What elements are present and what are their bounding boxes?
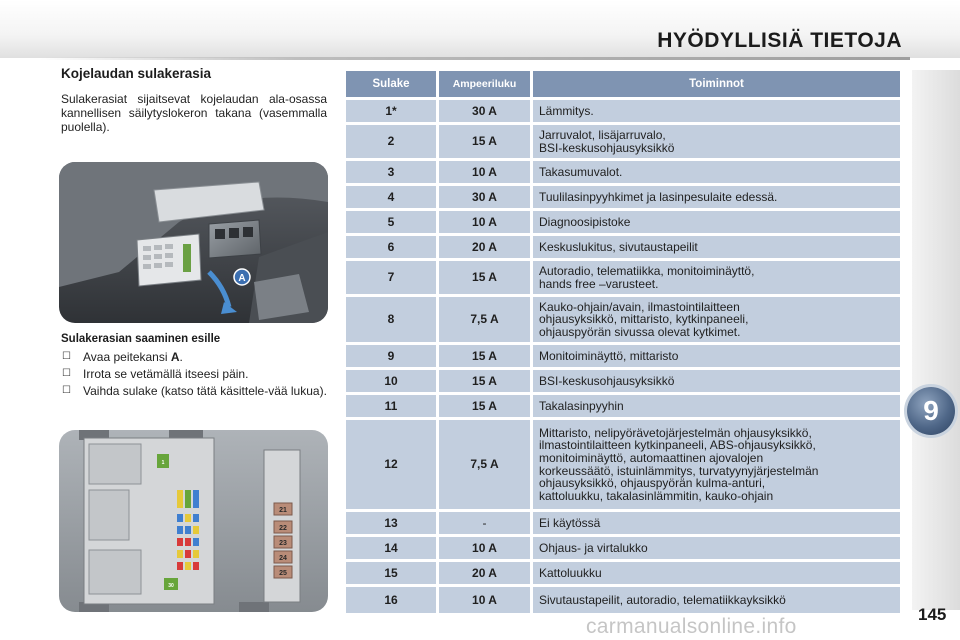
fuse-number-cell: 16 [346, 587, 439, 613]
page-header-title: HYÖDYLLISIÄ TIETOJA [657, 29, 902, 52]
functions-cell: BSI-keskusohjausyksikkö [533, 370, 900, 392]
checkbox-bullet-icon: ☐ [62, 368, 71, 379]
column-header-functions: Toiminnot [533, 71, 900, 97]
step-item: ☐ Vaihda sulake (katso tätä käsittele-vää lukua). [62, 384, 327, 398]
fuse-number-cell: 3 [346, 161, 439, 183]
fuse-label: 1 [161, 460, 165, 466]
table-row [346, 370, 900, 392]
fuse-label: 22 [279, 525, 287, 532]
fuse-number-cell: 1* [346, 100, 439, 122]
fuse-table-body [346, 100, 900, 613]
amperage-cell: 10 A [439, 587, 533, 613]
amperage-cell: - [439, 512, 533, 534]
fuse-number-cell: 8 [346, 297, 439, 342]
amperage-cell: 15 A [439, 261, 533, 294]
amperage-cell: 15 A [439, 345, 533, 367]
step-item: ☐ Irrota se vetämällä itseesi päin. [62, 367, 249, 381]
fuse-number-cell: 11 [346, 395, 439, 417]
table-row [346, 420, 900, 509]
fuse-number-cell: 12 [346, 420, 439, 509]
section-title: Kojelaudan sulakerasia [61, 66, 212, 81]
functions-cell: Keskuslukitus, sivutaustapeilit [533, 236, 900, 258]
watermark: carmanualsonline.info [586, 615, 797, 638]
table-row [346, 537, 900, 559]
functions-cell: Autoradio, telematiikka, monitoiminäyttö, hands free –varusteet. [533, 261, 900, 294]
steps-list [61, 350, 327, 401]
fuse-label: 30 [168, 583, 174, 589]
fuse-number-cell: 14 [346, 537, 439, 559]
howto-title: Sulakerasian saaminen esille [61, 333, 221, 345]
checkbox-bullet-icon: ☐ [62, 385, 71, 396]
amperage-cell: 15 A [439, 370, 533, 392]
table-row [346, 562, 900, 584]
functions-cell: Sivutaustapeilit, autoradio, telematiikkayksikkö [533, 587, 900, 613]
functions-cell: Kauko-ohjain/avain, ilmastointilaitteen ohjausyksikkö, mittaristo, kytkinpaneeli, ohjauspyörän sivussa olevat kytkimet. [533, 297, 900, 342]
amperage-cell: 20 A [439, 236, 533, 258]
table-row [346, 512, 900, 534]
table-row [346, 261, 900, 294]
table-row [346, 186, 900, 208]
table-row [346, 587, 900, 613]
table-row [346, 395, 900, 417]
table-row [346, 161, 900, 183]
amperage-cell: 7,5 A [439, 420, 533, 509]
fuse-number-cell: 13 [346, 512, 439, 534]
page-number: 145 [918, 605, 947, 624]
fuse-number-cell: 10 [346, 370, 439, 392]
fuse-table [346, 68, 900, 616]
table-header-row [346, 71, 900, 97]
fuse-number-cell: 5 [346, 211, 439, 233]
amperage-cell: 20 A [439, 562, 533, 584]
chapter-badge[interactable]: 9 [907, 387, 955, 435]
amperage-cell: 30 A [439, 100, 533, 122]
fuse-label: 23 [279, 540, 287, 547]
amperage-cell: 15 A [439, 395, 533, 417]
amperage-cell: 30 A [439, 186, 533, 208]
functions-cell: Mittaristo, nelipyörävetojärjestelmän ohjausyksikkö, ilmastointilaitteen kytkinpaneeli, ABS-ohjausyksikkö, monitoiminäyttö, automaattinen ajovalojen korkeussäätö, istuinlämmitys, turvatyynyjärjestelmän ohjausyksikkö, ohjauspyörän kulma-anturi, kattoluukku, takalasinlämmitin, kauko-ohjain [533, 420, 900, 509]
fuse-number-cell: 7 [346, 261, 439, 294]
functions-cell: Ohjaus- ja virtalukko [533, 537, 900, 559]
fuse-number-cell: 6 [346, 236, 439, 258]
functions-cell: Tuulilasinpyyhkimet ja lasinpesulaite edessä. [533, 186, 900, 208]
fuse-number-cell: 15 [346, 562, 439, 584]
amperage-cell: 10 A [439, 537, 533, 559]
functions-cell: Takalasinpyyhin [533, 395, 900, 417]
dashboard-illustration [59, 162, 328, 323]
section-intro: Sulakerasiat sijaitsevat kojelaudan ala-osassa kannellisen säilytyslokeron takana (vasemmalla puolella). [61, 92, 327, 134]
fuse-number-cell: 2 [346, 125, 439, 158]
header-rule [40, 57, 910, 60]
functions-cell: Takasumuvalot. [533, 161, 900, 183]
fuse-number-cell: 4 [346, 186, 439, 208]
fuse-number-cell: 9 [346, 345, 439, 367]
chapter-tab-strip [912, 70, 960, 610]
fusebox-illustration [59, 430, 328, 612]
checkbox-bullet-icon: ☐ [62, 351, 71, 362]
functions-cell: Jarruvalot, lisäjarruvalo, BSI-keskusohjausyksikkö [533, 125, 900, 158]
functions-cell: Monitoiminäyttö, mittaristo [533, 345, 900, 367]
table-row [346, 236, 900, 258]
functions-cell: Lämmitys. [533, 100, 900, 122]
table-row [346, 345, 900, 367]
table-row [346, 297, 900, 342]
step-item: ☐ Avaa peitekansi A. [62, 350, 183, 364]
table-row [346, 125, 900, 158]
callout-a-label: A [238, 273, 246, 284]
table-row [346, 100, 900, 122]
amperage-cell: 15 A [439, 125, 533, 158]
functions-cell: Diagnoosipistoke [533, 211, 900, 233]
fuse-label: 25 [279, 570, 287, 577]
column-header-amperage: Ampeeriluku [439, 71, 533, 97]
functions-cell: Ei käytössä [533, 512, 900, 534]
amperage-cell: 10 A [439, 161, 533, 183]
fuse-label: 21 [279, 507, 287, 514]
table-row [346, 211, 900, 233]
amperage-cell: 10 A [439, 211, 533, 233]
fuse-label: 24 [279, 555, 287, 562]
amperage-cell: 7,5 A [439, 297, 533, 342]
functions-cell: Kattoluukku [533, 562, 900, 584]
column-header-fuse: Sulake [346, 71, 439, 97]
